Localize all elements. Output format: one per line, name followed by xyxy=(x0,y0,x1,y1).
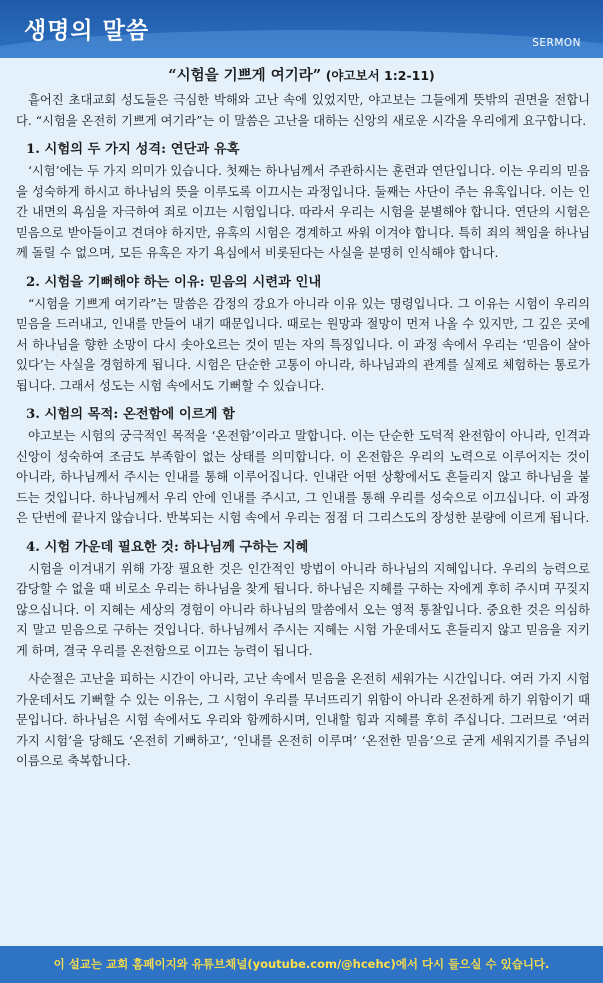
section-body-2: “시험을 기쁘게 여기라”는 말씀은 감정의 강요가 아니라 이유 있는 명령입니다. 그 이유는 시험이 우리의 믿음을 드러내고, 인내를 만들어 내기 때문입니다. 때로는 원망과 절망이 먼저 나올 수 있지만, 그 깊은 곳에서 하나님을 향한 소망이 다시 솟아오르는 것이 믿는 자의 특징입니다. 이 과정 속에서 우리는 ‘믿음이 살아 있다’는 사실을 경험하게 됩니다. 시험은 단순한 고통이 아니라, 하나님과의 관계를 실제로 체험하는 통로가 됩니다. 그래서 성도는 시험 속에서도 기뻐할 수 있습니다. xyxy=(16,296,590,393)
section-body-4: 시험을 이겨내기 위해 가장 필요한 것은 인간적인 방법이 아니라 하나님의 지혜입니다. 우리의 능력으로 감당할 수 없을 때 비로소 우리는 하나님을 찾게 됩니다. 하나님은 지혜를 구하는 자에게 후히 주시며 꾸짖지 않으십니다. 이 지혜는 세상의 경험이 아니라 하나님의 말씀에서 오는 영적 통찰입니다. 중요한 것은 의심하지 말고 믿음으로 구하는 것입니다. 하나님께서 주시는 지혜는 시험 가운데서도 흔들리지 않고 믿음을 지키게 하며, 결국 우리를 온전함으로 이끄는 능력이 됩니다. xyxy=(16,561,590,658)
section-body-3: 야고보는 시험의 궁극적인 목적을 ‘온전함’이라고 말합니다. 이는 단순한 도덕적 완전함이 아니라, 인격과 신앙이 성숙하여 조금도 부족함이 없는 상태를 의미합니다. 이 온전함은 우리의 노력으로 이루어지는 것이 아니라, 하나님께서 주시는 인내를 통해 이루어집니다. 인내란 어떤 상황에서도 흔들리지 않고 하나님을 붙드는 것입니다. 하나님께서 우리 안에 인내를 주시고, 그 인내를 통해 우리를 성숙으로 이끄십니다. 이 과정은 단번에 끝나지 않습니다. 반복되는 시험 속에서 우리는 점점 더 그리스도의 장성한 분량에 이르게 됩니다. xyxy=(16,429,590,525)
sermon-reference: (야고보서 1:2-11) xyxy=(325,68,435,83)
sermon-title xyxy=(0,64,603,85)
banner-title: 생명의 말씀 xyxy=(24,18,150,44)
section-heading-4: 4. 시험 가운데 필요한 것: 하나님께 구하는 지혜 xyxy=(26,539,309,555)
sermon-body xyxy=(16,90,590,772)
sermon-title-text: “시험을 기쁘게 여기라” xyxy=(168,67,322,84)
header-banner xyxy=(0,0,603,58)
conclusion-paragraph: 사순절은 고난을 피하는 시간이 아니라, 고난 속에서 믿음을 온전히 세워가는 시간입니다. 여러 가지 시험 가운데서도 기뻐할 수 있는 이유는, 그 시험이 우리를 무너뜨리기 위함이 아니라 온전하게 하기 위함이기 때문입니다. 하나님은 시험 속에서도 우리와 함께하시며, 인내할 힘과 지혜를 후히 주십니다. 그러므로 ‘여러 가지 시험’을 당해도 ‘온전히 기뻐하고’, ‘인내를 온전히 이루며’ ‘온전한 믿음’으로 굳게 세워지기를 주님의 이름으로 축복합니다. xyxy=(16,672,590,768)
spacer xyxy=(16,661,590,669)
footer-notice: 이 설교는 교회 홈페이지와 유튜브채널(youtube.com/@hcehc)에서 다시 들으실 수 있습니다. xyxy=(53,957,550,971)
section-heading-3: 3. 시험의 목적: 온전함에 이르게 함 xyxy=(26,407,235,422)
banner-label: SERMON xyxy=(532,37,581,49)
footer-bar xyxy=(0,946,603,983)
section-heading-2: 2. 시험을 기뻐해야 하는 이유: 믿음의 시련과 인내 xyxy=(26,274,322,290)
section-body-1: ‘시험’에는 두 가지 의미가 있습니다. 첫째는 하나님께서 주관하시는 훈련과 연단입니다. 이는 우리의 믿음을 성숙하게 하시고 하나님의 뜻을 이루도록 이끄시는 과정입니다. 둘째는 사단이 주는 유혹입니다. 이는 인간 내면의 욕심을 자극하여 죄로 이끄는 시험입니다. 따라서 우리는 시험을 분별해야 합니다. 연단의 시험은 믿음으로 받아들이고 견뎌야 하지만, 유혹의 시험은 경계하고 싸워 이겨야 합니다. 특히 죄의 책임을 하나님께 돌릴 수 없으며, 모든 유혹은 자기 욕심에서 비롯된다는 사실을 분명히 인식해야 합니다. xyxy=(16,164,590,260)
section-heading-1: 1. 시험의 두 가지 성격: 연단과 유혹 xyxy=(26,142,240,157)
intro-paragraph: 흩어진 초대교회 성도들은 극심한 박해와 고난 속에 있었지만, 야고보는 그들에게 뜻밖의 권면을 전합니다. “시험을 온전히 기쁘게 여기라”는 이 말씀은 고난을 대하는 신앙의 새로운 시각을 우리에게 요구합니다. xyxy=(16,93,590,128)
